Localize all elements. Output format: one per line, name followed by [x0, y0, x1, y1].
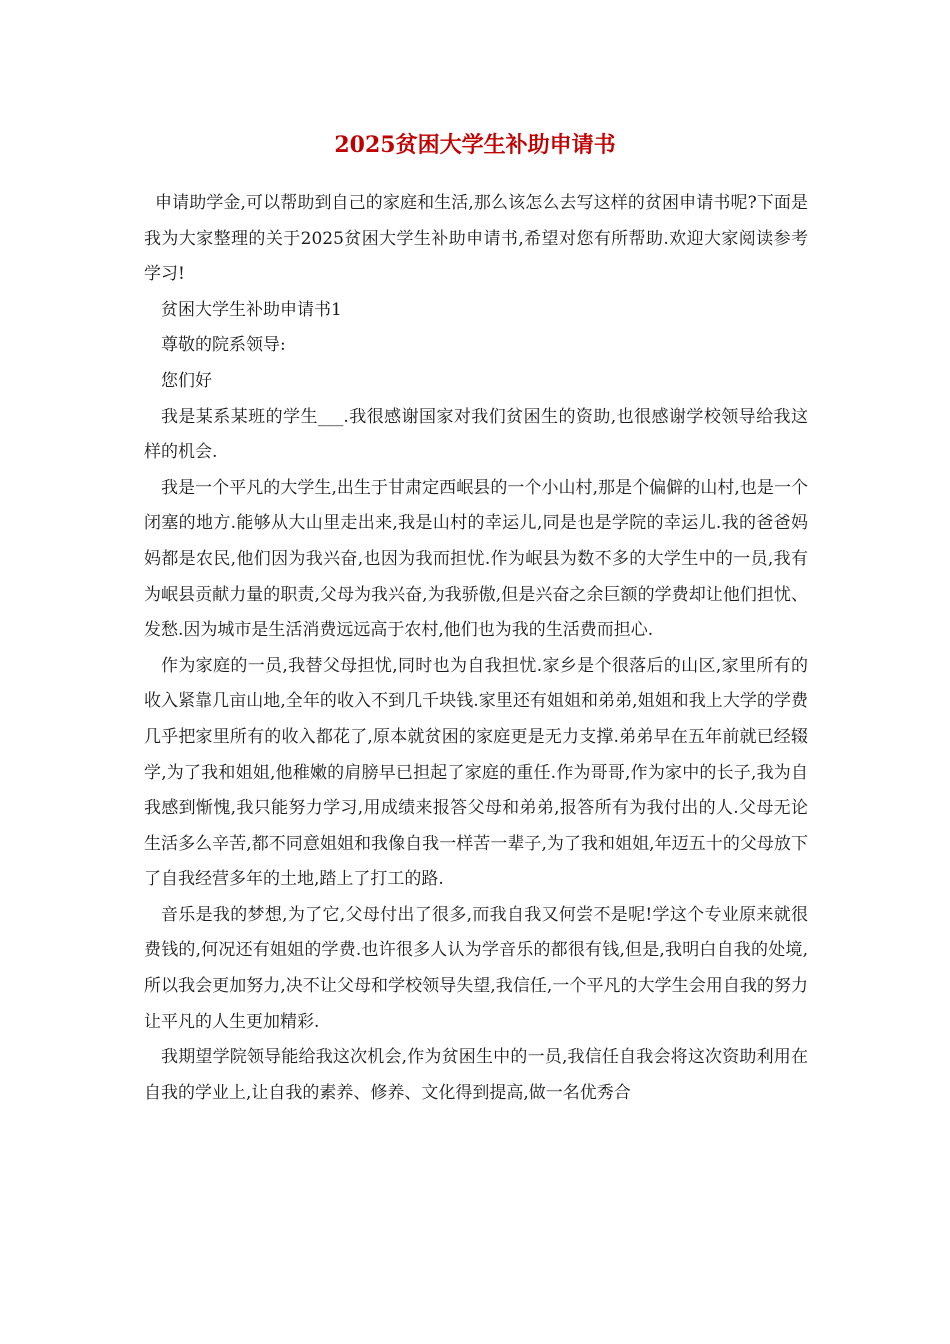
body-paragraph: 我是某系某班的学生___.我很感谢国家对我们贫困生的资助,也很感谢学校领导给我这样的机会. [144, 406, 808, 463]
section-heading: 贫困大学生补助申请书1 [161, 299, 342, 320]
salutation: 尊敬的院系领导: [161, 335, 286, 356]
body-paragraph: 我是一个平凡的大学生,出生于甘肃定西岷县的一个小山村,那是个偏僻的山村,也是一个闭塞的地方.能够从大山里走出来,我是山村的幸运儿,同是也是学院的幸运儿.我的爸爸妈妈都是农民,他们因为我兴奋,也因为我而担忧.作为岷县为数不多的大学生中的一员,我有为岷县贡献力量的职责,父母为我兴奋,为我骄傲,但是兴奋之余巨额的学费却让他们担忧、发愁.因为城市是生活消费远远高于农村,他们也为我的生活费而担心. [144, 477, 808, 641]
body-paragraph: 我期望学院领导能给我这次机会,作为贫困生中的一员,我信任自我会将这次资助利用在自我的学业上,让自我的素养、修养、文化得到提高,做一名优秀合 [144, 1047, 808, 1103]
document-title: 2025贫困大学生补助申请书 [334, 132, 616, 158]
body-paragraph: 音乐是我的梦想,为了它,父母付出了很多,而我自我又何尝不是呢!学这个专业原来就很费钱的,何况还有姐姐的学费.也许很多人认为学音乐的都很有钱,但是,我明白自我的处境,所以我会更加努力,决不让父母和学校领导失望,我信任,一个平凡的大学生会用自我的努力让平凡的人生更加精彩. [144, 904, 808, 1032]
greeting: 您们好 [161, 370, 212, 391]
body-paragraph: 作为家庭的一员,我替父母担忧,同时也为自我担忧.家乡是个很落后的山区,家里所有的收入紧靠几亩山地,全年的收入不到几千块钱.家里还有姐姐和弟弟,姐姐和我上大学的学费几乎把家里所有的收入都花了,原本就贫困的家庭更是无力支撑.弟弟早在五年前就已经辍学,为了我和姐姐,他稚嫩的肩膀早已担起了家庭的重任.作为哥哥,作为家中的长子,我为自我感到惭愧,我只能努力学习,用成绩来报答父母和弟弟,报答所有为我付出的人.父母无论生活多么辛苦,都不同意姐姐和我像自我一样苦一辈子,为了我和姐姐,年迈五十的父母放下了自我经营多年的土地,踏上了打工的路. [144, 655, 808, 890]
intro-paragraph: 申请助学金,可以帮助到自己的家庭和生活,那么该怎么去写这样的贫困申请书呢?下面是我为大家整理的关于2025贫困大学生补助申请书,希望对您有所帮助.欢迎大家阅读参考学习! [144, 193, 808, 285]
document-body [144, 186, 808, 1111]
